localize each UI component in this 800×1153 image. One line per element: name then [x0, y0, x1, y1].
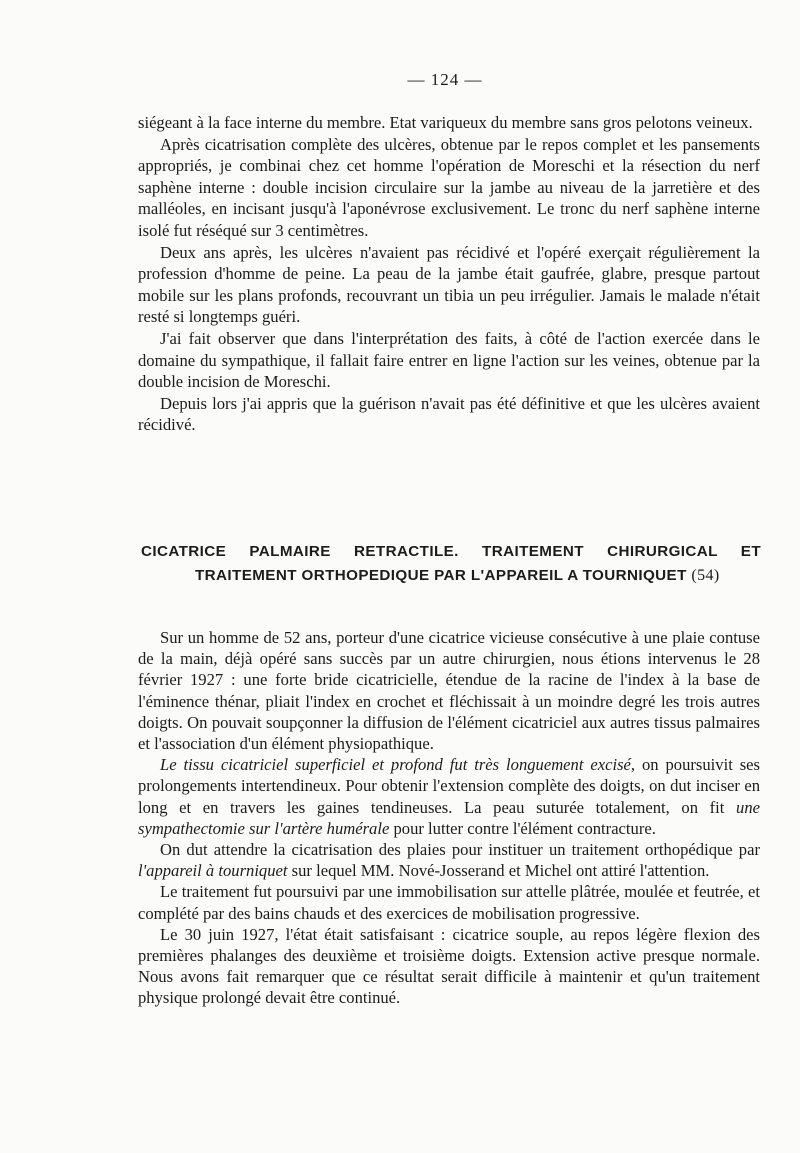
section-heading — [141, 540, 761, 588]
paragraph: Le traitement fut poursuivi par une immobilisation sur attelle plâtrée, moulée et feutrée, et complété par des bains chauds et des exercices de mobilisation progressive. — [138, 882, 760, 923]
italic-phrase: Le tissu cicatriciel superficiel et profond fut très longuement excisé, — [160, 755, 636, 775]
paragraph: Sur un homme de 52 ans, porteur d'une cicatrice vicieuse consécutive à une plaie contuse de la main, déjà opéré sans succès par un autre chirurgien, nous étions intervenus le 28 février 1927 : une forte bride cicatricielle, étendue de la racine de l'index à la base de l'éminence thénar, pliait l'index en crochet et fléchissait à un moindre degré les trois autres doigts. On pouvait soupçonner la diffusion de l'élément cicatriciel aux autres tissus palmaires et l'association d'un élément physiopathique. — [138, 628, 760, 754]
paragraph — [138, 839, 760, 881]
heading-text: TRAITEMENT ORTHOPEDIQUE PAR L'APPAREIL A TOURNIQUET — [195, 567, 687, 584]
paragraph: J'ai fait observer que dans l'interprétation des faits, à côté de l'action exercée dans le domaine du sympathique, il fallait faire entrer en ligne l'action sur les veines, obtenue par la double incision de Moreschi. — [138, 328, 760, 392]
paragraph — [138, 754, 760, 839]
paragraph-text: On dut attendre la cicatrisation des plaies pour instituer un traitement orthopédique par — [160, 840, 760, 860]
case-report-text — [138, 627, 760, 1009]
paragraph: Le 30 juin 1927, l'état était satisfaisant : cicatrice souple, au repos légère flexion des premières phalanges des deuxième et troisième doigts. Extension active presque normale. Nous avons fait remarquer que ce résultat serait difficile à maintenir et qu'un traitement physique prolongé devait être continué. — [138, 924, 760, 1008]
paragraph: siégeant à la face interne du membre. Etat variqueux du membre sans gros pelotons veineux. — [138, 113, 753, 132]
page-number: — 124 — — [407, 70, 483, 89]
reference-number: (54) — [691, 567, 720, 584]
case-continuation-text — [138, 112, 760, 436]
paragraph: Après cicatrisation complète des ulcères, obtenue par le repos complet et les pansements appropriés, je combinai chez cet homme l'opération de Moreschi et la résection du nerf saphène interne : double incision circulaire sur la jambe au niveau de la jarretière et des malléoles, en incisant jusqu'à l'aponévrose exclusivement. Le tronc du nerf saphène interne isolé fut réséqué sur 3 centimètres. — [138, 134, 760, 240]
italic-phrase: l'appareil à tourniquet — [138, 861, 288, 881]
italic-phrase: une sympathectomie sur l'artère humérale — [138, 797, 760, 838]
paragraph-text: sur lequel MM. Nové-Josserand et Michel ont attiré l'attention. — [287, 861, 710, 881]
heading-line-1: CICATRICE PALMAIRE RETRACTILE. TRAITEMENT CHIRURGICAL ET — [141, 543, 761, 560]
paragraph: Deux ans après, les ulcères n'avaient pas récidivé et l'opéré exerçait régulièrement la profession d'homme de peine. La peau de la jambe était gaufrée, glabre, presque partout mobile sur les plans profonds, recouvrant un tibia un peu irrégulier. Jamais le malade n'était resté si longtemps guéri. — [138, 242, 760, 327]
paragraph-text: pour lutter contre l'élément contracture. — [389, 818, 656, 838]
paragraph-text: on poursuivit ses prolongements intertendineux. Pour obtenir l'extension complète des doigts, on dut inciser en long et en travers les gaines tendineuses. La peau suturée totalement, on fit — [138, 755, 761, 817]
paragraph: Depuis lors j'ai appris que la guérison n'avait pas été définitive et que les ulcères avaient récidivé. — [138, 393, 760, 435]
heading-line-2 — [141, 564, 761, 588]
